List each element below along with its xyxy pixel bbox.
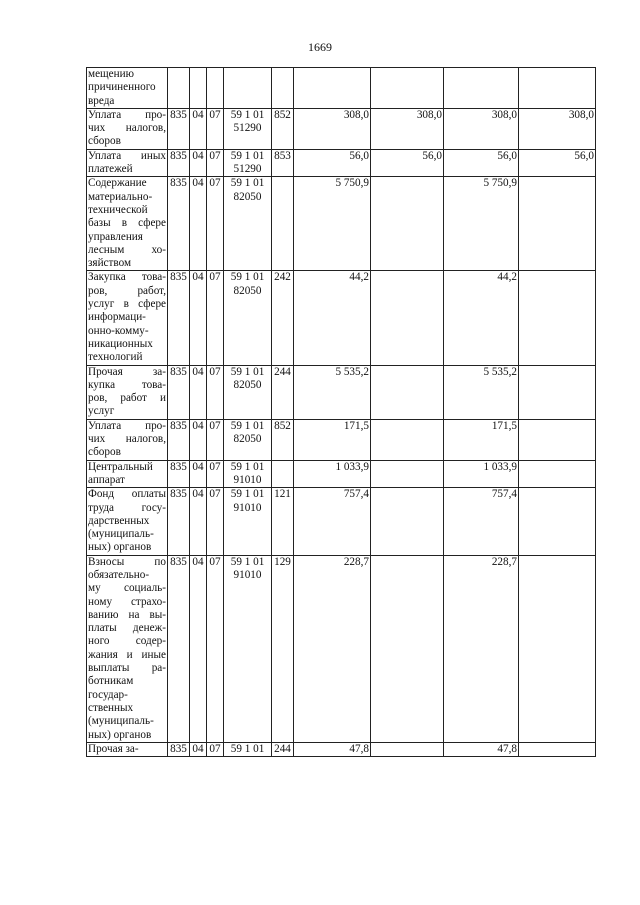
target-article-line: 82050 <box>233 433 262 446</box>
item-name-cell <box>87 555 168 742</box>
item-name-cell <box>87 460 168 488</box>
amount-federal-next-cell <box>519 488 596 555</box>
target-article-line: 59 1 01 <box>230 460 265 473</box>
subsection-code-cell: 07 <box>207 555 224 742</box>
item-name-line: ственных <box>88 701 134 714</box>
amount-federal-cell <box>371 271 444 365</box>
item-name-line: Содержание <box>88 177 147 190</box>
target-article-line: 91010 <box>233 501 262 514</box>
target-article-line: 59 1 01 <box>230 149 265 162</box>
section-code-cell: 04 <box>190 742 207 756</box>
ministry-code-cell: 835 <box>168 555 190 742</box>
item-name-cell <box>87 68 168 109</box>
target-article-line: 59 1 01 <box>230 108 265 121</box>
expense-type-cell: 852 <box>272 419 294 460</box>
section-code-cell: 04 <box>190 419 207 460</box>
expense-type-cell: 244 <box>272 365 294 419</box>
ministry-code-cell <box>168 68 190 109</box>
amount-federal-next-cell: 308,0 <box>519 108 596 149</box>
target-article-line: 82050 <box>233 190 262 203</box>
expense-type-cell: 244 <box>272 742 294 756</box>
amount-next-year-cell: 44,2 <box>444 271 519 365</box>
amount-federal-next-cell: 56,0 <box>519 149 596 177</box>
subsection-code-cell: 07 <box>207 419 224 460</box>
item-name-line: Прочая за- <box>88 365 166 378</box>
item-name-line: аппарат <box>88 473 125 486</box>
budget-table <box>86 67 596 757</box>
amount-total-cell <box>294 68 371 109</box>
item-name-line: зяйством <box>88 257 132 270</box>
ministry-code-cell: 835 <box>168 108 190 149</box>
item-name-line: информаци- <box>88 311 146 324</box>
expense-type-cell: 121 <box>272 488 294 555</box>
amount-total-cell: 56,0 <box>294 149 371 177</box>
amount-next-year-cell: 1 033,9 <box>444 460 519 488</box>
item-name-line: выплаты ра- <box>88 662 166 675</box>
item-name-line: сборов <box>88 135 121 148</box>
target-article-cell <box>224 365 272 419</box>
target-article-cell <box>224 68 272 109</box>
ministry-code-cell: 835 <box>168 271 190 365</box>
table-row <box>87 555 596 742</box>
expense-type-cell <box>272 177 294 271</box>
expense-type-cell: 129 <box>272 555 294 742</box>
ministry-code-cell: 835 <box>168 419 190 460</box>
subsection-code-cell: 07 <box>207 488 224 555</box>
amount-total-cell: 228,7 <box>294 555 371 742</box>
item-name-line: технологий <box>88 351 143 364</box>
table-row <box>87 149 596 177</box>
amount-total-cell: 1 033,9 <box>294 460 371 488</box>
amount-federal-cell <box>371 460 444 488</box>
target-article-line: 59 1 01 <box>230 555 265 568</box>
item-name-line: Уплата про- <box>88 108 166 121</box>
subsection-code-cell <box>207 68 224 109</box>
item-name-line: управления <box>88 230 143 243</box>
target-article-cell <box>224 555 272 742</box>
amount-total-cell: 47,8 <box>294 742 371 756</box>
section-code-cell: 04 <box>190 271 207 365</box>
subsection-code-cell: 07 <box>207 365 224 419</box>
target-article-line: 82050 <box>233 284 262 297</box>
item-name-line: обязательно- <box>88 568 150 581</box>
subsection-code-cell: 07 <box>207 108 224 149</box>
item-name-line: Центральный <box>88 460 153 473</box>
target-article-cell <box>224 149 272 177</box>
item-name-line: базы в сфере <box>88 217 166 230</box>
expense-type-cell: 852 <box>272 108 294 149</box>
amount-total-cell: 44,2 <box>294 271 371 365</box>
ministry-code-cell: 835 <box>168 365 190 419</box>
item-name-line: вреда <box>88 94 115 107</box>
ministry-code-cell: 835 <box>168 488 190 555</box>
target-article-line: 82050 <box>233 378 262 391</box>
amount-federal-next-cell <box>519 271 596 365</box>
item-name-line: ных) органов <box>88 541 152 554</box>
item-name-cell <box>87 108 168 149</box>
item-name-line: Фонд оплаты <box>88 488 166 501</box>
amount-federal-next-cell <box>519 555 596 742</box>
table-row <box>87 419 596 460</box>
target-article-line: 59 1 01 <box>230 271 265 284</box>
amount-next-year-cell: 757,4 <box>444 488 519 555</box>
ministry-code-cell: 835 <box>168 742 190 756</box>
target-article-cell <box>224 419 272 460</box>
item-name-line: мещению <box>88 68 134 80</box>
section-code-cell: 04 <box>190 555 207 742</box>
amount-next-year-cell: 5 750,9 <box>444 177 519 271</box>
target-article-line: 91010 <box>233 473 262 486</box>
item-name-line: труда госу- <box>88 501 166 514</box>
item-name-cell <box>87 488 168 555</box>
amount-federal-next-cell <box>519 742 596 756</box>
amount-federal-cell <box>371 555 444 742</box>
target-article-line: 51290 <box>233 122 262 135</box>
item-name-line: ботникам <box>88 675 134 688</box>
section-code-cell: 04 <box>190 108 207 149</box>
item-name-line: Уплата про- <box>88 419 166 432</box>
ministry-code-cell: 835 <box>168 460 190 488</box>
section-code-cell: 04 <box>190 149 207 177</box>
amount-federal-next-cell <box>519 460 596 488</box>
amount-total-cell: 757,4 <box>294 488 371 555</box>
item-name-line: купка това- <box>88 378 166 391</box>
amount-total-cell: 308,0 <box>294 108 371 149</box>
target-article-line: 59 1 01 <box>230 177 265 190</box>
section-code-cell: 04 <box>190 177 207 271</box>
ministry-code-cell: 835 <box>168 177 190 271</box>
amount-federal-cell <box>371 488 444 555</box>
table-row <box>87 271 596 365</box>
item-name-line: ному страхо- <box>88 595 166 608</box>
item-name-cell <box>87 271 168 365</box>
item-name-line: чих налогов, <box>88 433 166 446</box>
target-article-cell <box>224 271 272 365</box>
item-name-line: чих налогов, <box>88 122 166 135</box>
item-name-line: (муниципаль- <box>88 715 154 728</box>
amount-total-cell: 171,5 <box>294 419 371 460</box>
item-name-line: лесным хо- <box>88 243 166 256</box>
target-article-line: 91010 <box>233 568 262 581</box>
item-name-line: онно-комму- <box>88 324 149 337</box>
target-article-line: 59 1 01 <box>230 742 265 755</box>
item-name-line: ных) органов <box>88 728 152 741</box>
subsection-code-cell: 07 <box>207 271 224 365</box>
amount-next-year-cell: 56,0 <box>444 149 519 177</box>
amount-federal-cell <box>371 419 444 460</box>
item-name-line: сборов <box>88 446 121 459</box>
table-row <box>87 460 596 488</box>
expense-type-cell: 242 <box>272 271 294 365</box>
amount-next-year-cell: 308,0 <box>444 108 519 149</box>
item-name-line: ров, работ и <box>88 392 166 405</box>
amount-total-cell: 5 535,2 <box>294 365 371 419</box>
subsection-code-cell: 07 <box>207 742 224 756</box>
target-article-line: 59 1 01 <box>230 488 265 501</box>
item-name-line: Уплата иных <box>88 149 166 162</box>
item-name-line: (муниципаль- <box>88 528 154 541</box>
table-row <box>87 488 596 555</box>
target-article-cell <box>224 460 272 488</box>
amount-next-year-cell <box>444 68 519 109</box>
amount-federal-cell: 308,0 <box>371 108 444 149</box>
item-name-line: материально- <box>88 190 153 203</box>
item-name-line: технической <box>88 203 148 216</box>
expense-type-cell <box>272 68 294 109</box>
amount-federal-cell <box>371 177 444 271</box>
table-row <box>87 365 596 419</box>
item-name-line: ванию на вы- <box>88 608 166 621</box>
item-name-line: дарственных <box>88 514 150 527</box>
item-name-line: никационных <box>88 337 153 350</box>
amount-next-year-cell: 5 535,2 <box>444 365 519 419</box>
target-article-line: 51290 <box>233 163 262 176</box>
amount-next-year-cell: 47,8 <box>444 742 519 756</box>
item-name-line: государ- <box>88 688 128 701</box>
target-article-cell <box>224 742 272 756</box>
item-name-line: причиненного <box>88 81 156 94</box>
item-name-line: жания и иные <box>88 648 166 661</box>
item-name-line: услуг в сфере <box>88 298 166 311</box>
subsection-code-cell: 07 <box>207 460 224 488</box>
amount-total-cell: 5 750,9 <box>294 177 371 271</box>
table-row <box>87 742 596 756</box>
amount-federal-next-cell <box>519 177 596 271</box>
ministry-code-cell: 835 <box>168 149 190 177</box>
item-name-line: услуг <box>88 405 115 418</box>
item-name-line: платы денеж- <box>88 622 166 635</box>
table-row <box>87 108 596 149</box>
item-name-cell <box>87 419 168 460</box>
page-number: 1669 <box>308 40 332 54</box>
item-name-line: Прочая за- <box>88 742 139 755</box>
amount-federal-next-cell <box>519 365 596 419</box>
amount-federal-cell <box>371 68 444 109</box>
table-row <box>87 177 596 271</box>
amount-next-year-cell: 171,5 <box>444 419 519 460</box>
item-name-line: ного содер- <box>88 635 166 648</box>
item-name-cell <box>87 149 168 177</box>
expense-type-cell <box>272 460 294 488</box>
section-code-cell: 04 <box>190 488 207 555</box>
subsection-code-cell: 07 <box>207 177 224 271</box>
section-code-cell: 04 <box>190 460 207 488</box>
item-name-cell <box>87 177 168 271</box>
target-article-cell <box>224 488 272 555</box>
item-name-line: платежей <box>88 163 133 176</box>
amount-federal-cell <box>371 742 444 756</box>
target-article-cell <box>224 108 272 149</box>
expense-type-cell: 853 <box>272 149 294 177</box>
section-code-cell: 04 <box>190 365 207 419</box>
item-name-line: му социаль- <box>88 582 166 595</box>
item-name-line: Взносы по <box>88 555 166 568</box>
amount-federal-next-cell <box>519 68 596 109</box>
item-name-line: Закупка това- <box>88 271 166 284</box>
target-article-line: 59 1 01 <box>230 419 265 432</box>
item-name-cell <box>87 365 168 419</box>
table-row <box>87 68 596 109</box>
amount-federal-cell <box>371 365 444 419</box>
amount-next-year-cell: 228,7 <box>444 555 519 742</box>
amount-federal-cell: 56,0 <box>371 149 444 177</box>
section-code-cell <box>190 68 207 109</box>
target-article-line: 59 1 01 <box>230 365 265 378</box>
item-name-cell <box>87 742 168 756</box>
item-name-line: ров, работ, <box>88 284 166 297</box>
target-article-cell <box>224 177 272 271</box>
subsection-code-cell: 07 <box>207 149 224 177</box>
amount-federal-next-cell <box>519 419 596 460</box>
